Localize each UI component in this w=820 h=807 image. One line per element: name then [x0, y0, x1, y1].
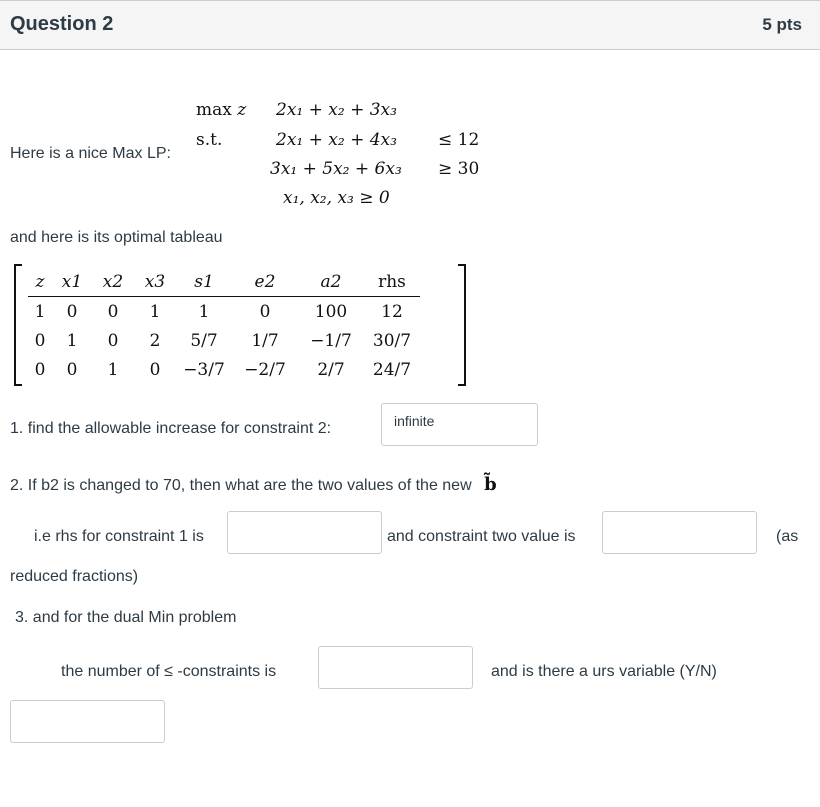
- q3-prompt: 3. and for the dual Min problem: [15, 609, 237, 626]
- q1-answer-input[interactable]: infinite: [381, 403, 538, 446]
- tableau-cell: 0: [149, 359, 161, 380]
- question-header: [0, 0, 820, 50]
- tableau-row: [28, 355, 420, 384]
- tableau-cell: −1/7: [310, 330, 352, 351]
- tableau-cell: 2: [149, 330, 161, 351]
- tableau-cell: 1: [66, 330, 78, 351]
- tableau-cell: 0: [66, 359, 78, 380]
- question-title: Question 2: [10, 13, 114, 35]
- header-x1: x1: [52, 267, 92, 297]
- tableau-cell: 0: [66, 301, 78, 322]
- tableau-row: [28, 326, 420, 355]
- tableau-cell: 1: [198, 301, 210, 322]
- left-bracket: [14, 264, 22, 386]
- reduced-fractions-note-start: (as: [776, 528, 799, 545]
- leq-constraints-label: the number of ≤ -constraints is: [61, 663, 277, 680]
- urs-variable-label: and is there a urs variable (Y/N): [491, 663, 717, 680]
- tableau-cell: 0: [107, 330, 119, 351]
- urs-variable-input[interactable]: [10, 700, 165, 743]
- header-x2: x2: [92, 267, 134, 297]
- tableau-row: [28, 297, 420, 327]
- header-s1: s1: [176, 267, 232, 297]
- q1-prompt: 1. find the allowable increase for constraint 2:: [10, 420, 332, 437]
- objective-variable: z: [237, 100, 247, 120]
- tableau-cell: 1: [107, 359, 119, 380]
- header-e2: e2: [232, 267, 298, 297]
- tableau-cell: −2/7: [244, 359, 286, 380]
- q2-prompt: [10, 474, 497, 495]
- tableau-cell: 0: [259, 301, 271, 322]
- tableau-cell: −3/7: [183, 359, 225, 380]
- nonnegativity-constraint: x₁, x₂, x₃ ≥ 0: [283, 188, 390, 208]
- tableau-cell: 12: [381, 301, 403, 322]
- rhs1-label: i.e rhs for constraint 1 is: [34, 528, 204, 545]
- tableau-cell: 1: [34, 301, 46, 322]
- max-text: max: [196, 100, 232, 120]
- constraint-1-rhs: ≤ 12: [438, 130, 480, 150]
- rhs1-input[interactable]: [227, 511, 382, 554]
- constraint2-label: and constraint two value is: [387, 528, 576, 545]
- tableau-header-row: [28, 267, 420, 297]
- optimal-tableau: [14, 264, 466, 388]
- tableau-cell: 5/7: [190, 330, 218, 351]
- tableau-cell: 100: [314, 301, 348, 322]
- tableau-cell: 1/7: [251, 330, 279, 351]
- leq-constraints-input[interactable]: [318, 646, 473, 689]
- tableau-cell: 0: [34, 359, 46, 380]
- constraint-2-rhs: ≥ 30: [438, 159, 480, 179]
- header-a2: a2: [298, 267, 364, 297]
- objective-function: 2x₁ + x₂ + 3x₃: [276, 100, 397, 120]
- header-z: z: [28, 267, 52, 297]
- tableau-cell: 24/7: [372, 359, 412, 380]
- tableau-cell: 0: [107, 301, 119, 322]
- question-points: 5 pts: [762, 15, 802, 34]
- tableau-table: [28, 267, 420, 384]
- constraint2-input[interactable]: [602, 511, 757, 554]
- constraint-2-lhs: 3x₁ + 5x₂ + 6x₃: [270, 159, 402, 179]
- header-rhs: rhs: [364, 267, 420, 297]
- b-tilde-symbol: b̃: [484, 474, 497, 495]
- right-bracket: [458, 264, 466, 386]
- tableau-intro: and here is its optimal tableau: [10, 229, 223, 246]
- q2-text: 2. If b2 is changed to 70, then what are the two values of the new: [10, 477, 472, 494]
- constraint-1-lhs: 2x₁ + x₂ + 4x₃: [276, 130, 397, 150]
- lp-intro: Here is a nice Max LP:: [10, 145, 171, 162]
- max-label: [196, 100, 246, 120]
- header-x3: x3: [134, 267, 176, 297]
- reduced-fractions-note-end: reduced fractions): [10, 568, 139, 585]
- st-label: s.t.: [196, 130, 223, 150]
- tableau-cell: 1: [149, 301, 161, 322]
- tableau-cell: 0: [34, 330, 46, 351]
- tableau-cell: 2/7: [317, 359, 345, 380]
- tableau-cell: 30/7: [372, 330, 412, 351]
